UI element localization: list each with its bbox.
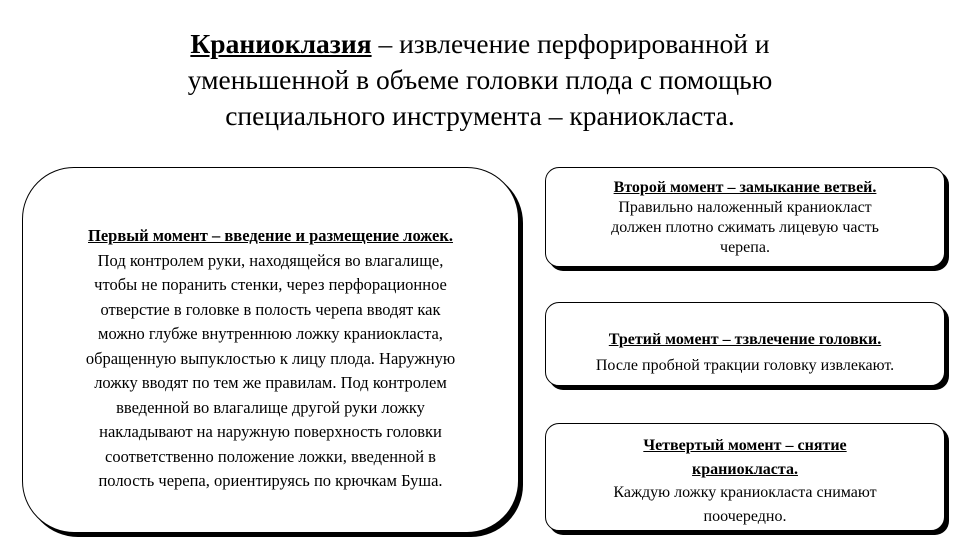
fourth-moment-line: поочередно. [703,507,787,525]
first-moment-line: отверстие в головке в полость черепа вводят как [100,299,441,319]
slide-title [120,26,840,134]
first-moment-line: ложку вводят по тем же правилам. Под контролем [94,373,447,392]
first-moment-line: можно глубже внутреннюю ложку краниокласта, [98,324,443,343]
first-moment-line: обращенную выпуклостью к лицу плода. Наружную [85,348,456,368]
second-moment-box [545,167,945,267]
title-line-1 [120,26,840,62]
third-moment-box [545,302,945,386]
first-moment-line: Под контролем руки, находящейся во влагалище, [97,250,444,270]
third-moment-heading: Третий момент – тзвлечение головки. [608,331,882,348]
first-moment-line: введенной во влагалище другой руки ложку [116,397,425,417]
first-moment-line: полость черепа, ориентируясь по крючкам Буша. [98,471,443,490]
first-moment-heading: Первый момент – введение и размещение ложек. [88,226,453,245]
first-moment-line: чтобы не поранить стенки, через перфорационное [94,275,447,294]
first-moment-line: соответственно положение ложки, введенной в [105,446,436,466]
first-moment-line: накладывают на наружную поверхность головки [99,422,442,441]
fourth-moment-heading-line-1: Четвертый момент – снятие [643,437,847,454]
second-moment-line: Правильно наложенный краниокласт [618,199,872,216]
title-term: Краниоклазия [190,28,372,59]
second-moment-line: должен плотно сжимать лицевую часть [611,219,879,236]
title-line-2: уменьшенной в объеме головки плода с помощью [187,64,773,95]
title-line-3: специального инструмента – краниокласта. [225,100,735,131]
fourth-moment-box [545,423,945,531]
fourth-moment-line: Каждую ложку краниокласта снимают [613,484,877,501]
first-moment-box [22,167,519,533]
fourth-moment-heading-line-2: краниокласта. [692,460,798,478]
second-moment-line: черепа. [720,239,770,256]
third-moment-line: После пробной тракции головку извлекают. [595,357,895,374]
second-moment-heading: Второй момент – замыкание ветвей. [613,179,877,196]
title-line-1-rest: – извлечение перфорированной и [371,28,770,59]
